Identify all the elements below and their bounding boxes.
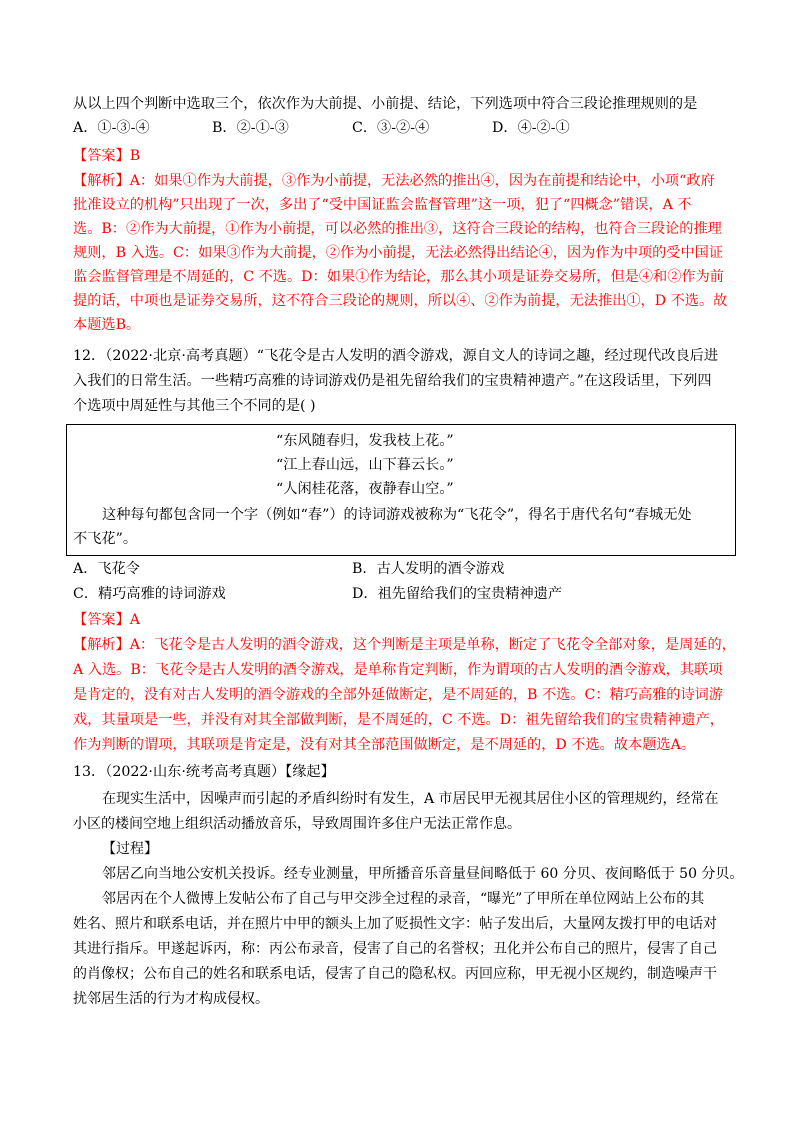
q13-line: 扰邻居生活的行为才构成侵权。 — [73, 991, 269, 1007]
q13-line: 在现实生活中，因噪声而引起的矛盾纠纷时有发生，A 市居民甲无视其居住小区的管理规约，经常在 — [102, 791, 719, 807]
q12-answer: 【答案】A — [73, 612, 140, 628]
q12-analysis-line: 是肯定的，没有对古人发明的酒令游戏的全部外延做断定，是不周延的，B 不选。C：精巧高雅的诗词游 — [73, 687, 724, 703]
q12-analysis-line: 【解析】A：飞花令是古人发明的酒令游戏，这个判断是主项是单称，断定了飞花令全部对象，是周延的， — [73, 637, 736, 653]
q11-analysis-line: 本题选B。 — [73, 317, 141, 333]
q11-analysis-line: 监会监督管理是不周延的，C 不选。D：如果①作为结论，那么其小项是证券交易所，但是④和②作为前 — [73, 269, 724, 285]
q11-analysis-line: 规则，B 入选。C：如果③作为大前提，②作为小前提，无法必然得出结论④，因为作为中项的受中国证 — [73, 245, 724, 261]
q12-option-b: B．古人发明的酒令游戏 — [352, 561, 505, 577]
q13-line: 邻居丙在个人微博上发帖公布了自己与甲交涉全过程的录音，“曝光”了甲所在单位网站上公布的其 — [102, 891, 705, 907]
q12-analysis-line: 作为判断的谓项，其联项是肯定是，没有对其全部范围做断定，是不周延的，D 不选。故本题选A。 — [73, 737, 696, 753]
q12-option-d: D．祖先留给我们的宝贵精神遗产 — [352, 586, 563, 602]
q11-analysis-line: 批准设立的机构”只出现了一次，多出了“受中国证监会监督管理”这一项，犯了“四概念”错误，A 不 — [73, 197, 692, 213]
q11-option-a: A．①-③-④ — [73, 120, 150, 136]
q11-analysis-line: 【解析】A：如果①作为大前提，③作为小前提，无法必然的推出④，因为在前提和结论中，小项“政府 — [73, 173, 715, 189]
q13-line: 其进行指斥。甲遂起诉丙，称：丙公布录音，侵害了自己的名誉权；丑化并公布自己的照片，侵害了自己 — [73, 941, 717, 957]
q13-line: 邻居乙向当地公安机关投诉。经专业测量，甲所播音乐音量昼间略低于 60 分贝、夜间略低于 50 分贝。 — [102, 866, 744, 882]
q12-analysis-line: 戏，其量项是一些，并没有对其全部做判断，是不周延的，C 不选。D：祖先留给我们的宝贵精神遗产， — [73, 712, 724, 728]
q11-stem: 从以上四个判断中选取三个，依次作为大前提、小前提、结论，下列选项中符合三段论推理规则的是 — [73, 96, 698, 112]
box-text-line: 这种每句都包含同一个字（例如“春”）的诗词游戏被称为“飞花令”，得名于唐代名句“春城无处 — [102, 507, 692, 523]
q12-stem-line: 入我们的日常生活。一些精巧高雅的诗词游戏仍是祖先留给我们的宝贵精神遗产。”在这段话里，下列四 — [73, 373, 712, 389]
q12-option-a: A．飞花令 — [73, 561, 140, 577]
poem-line: “东风随春归，发我枝上花。” — [276, 433, 454, 449]
q11-option-b: B．②-①-③ — [212, 120, 289, 136]
q12-option-c: C．精巧高雅的诗词游戏 — [73, 586, 226, 602]
q13-line: 姓名、照片和联系电话，并在照片中甲的额头上加了贬损性文字：帖子发出后，大量网友拨打甲的电话对 — [73, 916, 717, 932]
poem-line: “人闲桂花落，夜静春山空。” — [276, 481, 454, 497]
q13-line: 小区的楼间空地上组织活动播放音乐，导致周围许多住户无法正常作息。 — [73, 816, 521, 832]
q11-option-d: D．④-②-① — [492, 120, 570, 136]
q12-stem-line: 个选项中周延性与其他三个不同的是( ) — [73, 398, 316, 414]
q11-analysis-line: 提的话，中项也是证券交易所，这不符合三段论的规则，所以④、②作为前提，无法推出①，D 不选。故 — [73, 293, 728, 309]
q11-option-c: C．③-②-④ — [352, 120, 430, 136]
q13-section-heading: 【过程】 — [102, 841, 158, 857]
q12-analysis-line: A 入选。B：飞花令是古人发明的酒令游戏，是单称肯定判断，作为谓项的古人发明的酒令游戏，其联项 — [73, 662, 723, 678]
q13-line: 的肖像权；公布自己的姓名和联系电话，侵害了自己的隐私权。丙回应称，甲无视小区规约，制造噪声干 — [73, 966, 717, 982]
q11-answer: 【答案】B — [73, 148, 141, 164]
q12-stem-line: 12．（2022·北京·高考真题）“飞花令是古人发明的酒令游戏，源自文人的诗词之趣，经过现代改良后进 — [73, 348, 719, 364]
q13-stem: 13．（2022·山东·统考高考真题）【缘起】 — [73, 764, 335, 780]
q11-analysis-line: 选。B：②作为大前提，①作为小前提，可以必然的推出③，这符合三段论的结构，也符合三段论的推理 — [73, 221, 722, 237]
box-text-line: 不飞花”。 — [73, 531, 138, 547]
poem-line: “江上春山远，山下暮云长。” — [276, 457, 454, 473]
